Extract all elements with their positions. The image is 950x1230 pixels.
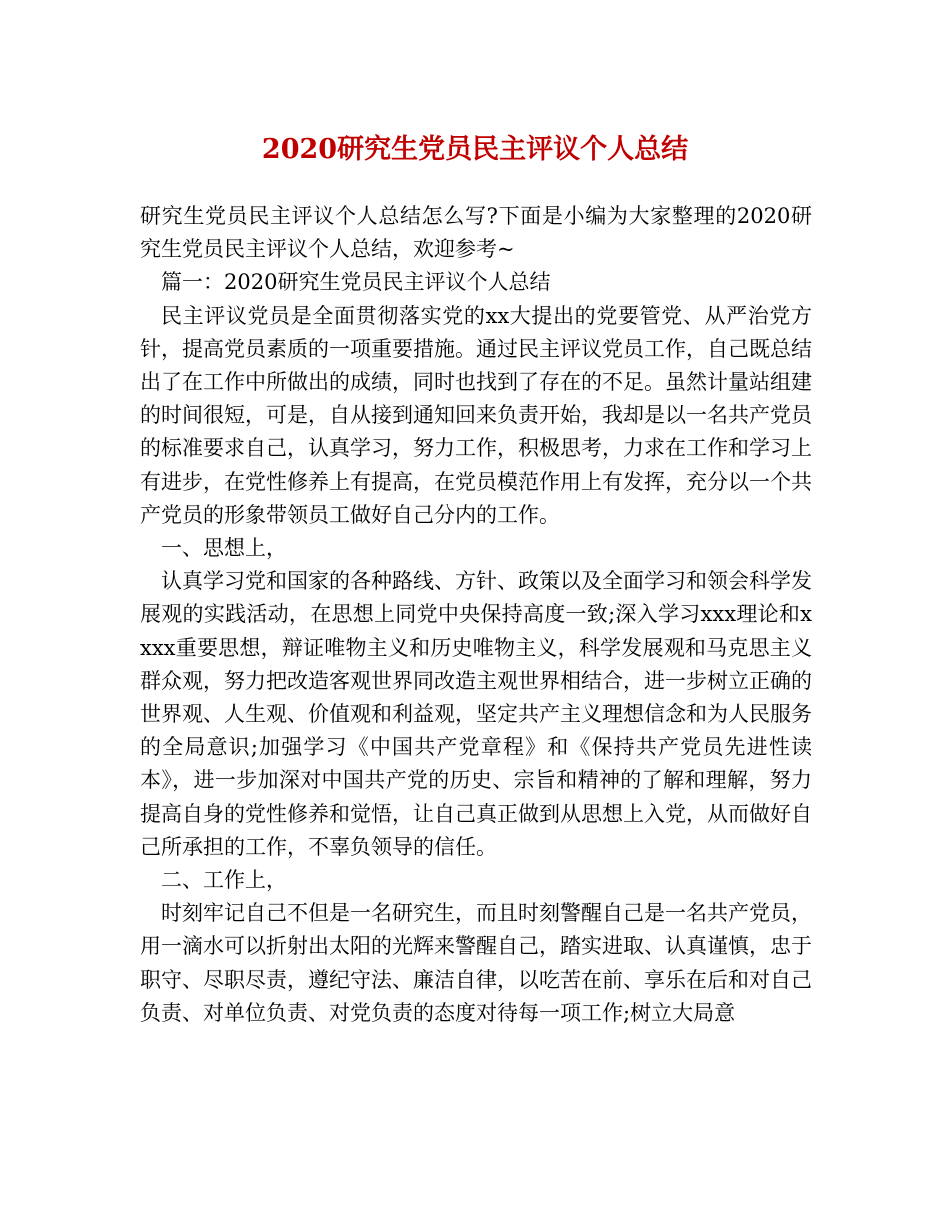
section-heading-part-one: 篇一：2020研究生党员民主评议个人总结 — [161, 270, 551, 295]
body-paragraph: 认真学习党和国家的各种路线、方针、政策以及全面学习和领会科学发展观的实践活动，在思想上同党中央保持高度一致;深入学习xxx理论和xxxx重要思想，辩证唯物主义和历史唯物主义，科学发展观和马克思主义群众观，努力把改造客观世界同改造主观世界相结合，进一步树立正确的世界观、人生观、价值观和利益观，坚定共产主义理想信念和为人民服务的全局意识;加强学习《中国共产党章程》和《保持共产党员先进性读本》，进一步加深对中国共产党的历史、宗旨和精神的了解和理解，努力提高自身的党性修养和觉悟，让自己真正做到从思想上入党，从而做好自己所承担的工作，不辜负领导的信任。 — [140, 569, 812, 859]
section-heading-work: 二、工作上， — [161, 868, 287, 893]
body-paragraph: 时刻牢记自己不但是一名研究生，而且时刻警醒自己是一名共产党员，用一滴水可以折射出太阳的光辉来警醒自己，踏实进取、认真谨慎，忠于职守、尽职尽责，遵纪守法、廉洁自律，以吃苦在前、享乐在后和对自己负责、对单位负责、对党负责的态度对待每一项工作;树立大局意 — [140, 901, 812, 1025]
body-paragraph: 民主评议党员是全面贯彻落实党的xx大提出的党要管党、从严治党方针，提高党员素质的一项重要措施。通过民主评议党员工作，自己既总结出了在工作中所做出的成绩，同时也找到了存在的不足。虽然计量站组建的时间很短，可是，自从接到通知回来负责开始，我却是以一名共产党员的标准要求自己，认真学习，努力工作，积极思考，力求在工作和学习上有进步，在党性修养上有提高，在党员模范作用上有发挥，充分以一个共产党员的形象带领员工做好自己分内的工作。 — [140, 303, 812, 527]
document-body — [140, 200, 812, 1030]
document-title: 2020研究生党员民主评议个人总结 — [261, 134, 689, 165]
section-heading-thought: 一、思想上， — [161, 536, 287, 561]
intro-paragraph: 研究生党员民主评议个人总结怎么写?下面是小编为大家整理的2020研究生党员民主评议个人总结，欢迎参考~ — [140, 204, 812, 262]
